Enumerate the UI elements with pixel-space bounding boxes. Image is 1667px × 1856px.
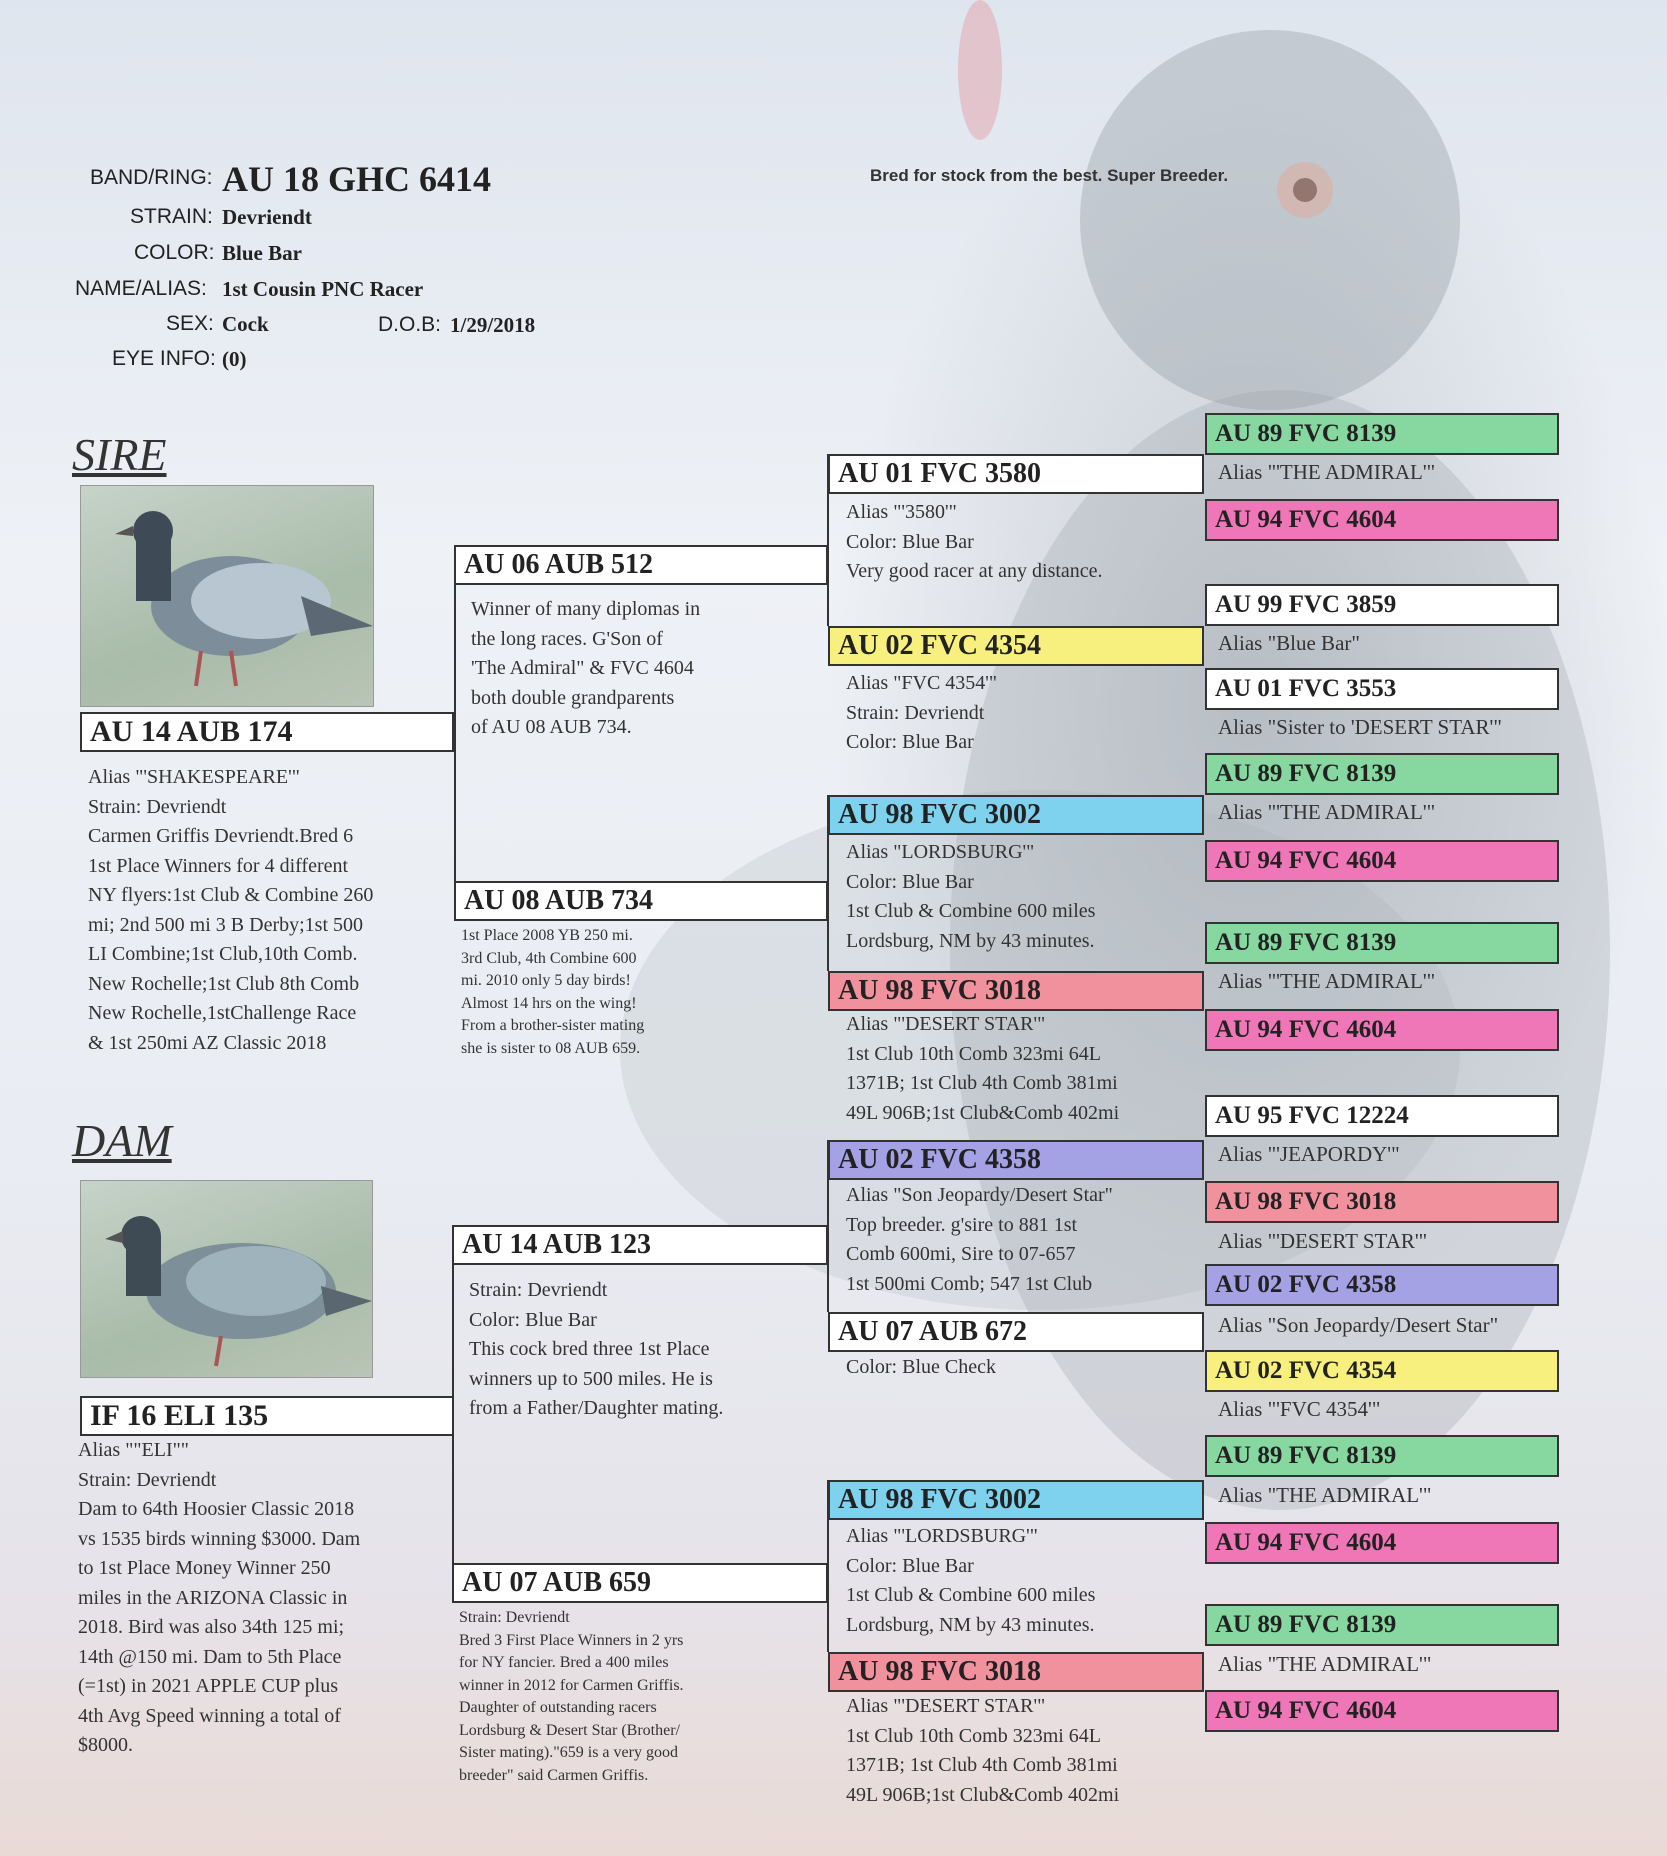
gen4-alias-12: Alias "'FVC 4354'" [1218,1397,1381,1421]
tagline: Bred for stock from the best. Super Breeder. [870,166,1229,185]
gen3-desc-2: Alias "FVC 4354'" Strain: Devriendt Color: Blue Bar [846,672,998,753]
gen3-box-7: AU 98 FVC 3002 [828,1480,1204,1520]
gen4-alias-5: Alias "'THE ADMIRAL'" [1218,800,1436,824]
dam-sire-band: AU 14 AUB 123 [452,1225,828,1265]
gen3-box-3: AU 98 FVC 3002 [828,795,1204,835]
gen4-box-11: AU 02 FVC 4358 [1205,1264,1559,1306]
gen3-desc-7: Alias "'LORDSBURG'" Color: Blue Bar 1st Club & Combine 600 miles Lordsburg, NM by 43 minutes. [846,1525,1096,1636]
gen4-alias-3: Alias "Blue Bar" [1218,631,1360,655]
gen3-box-8: AU 98 FVC 3018 [828,1652,1204,1692]
gen3-desc-3: Alias "LORDSBURG'" Color: Blue Bar 1st Club & Combine 600 miles Lordsburg, NM by 43 minutes. [846,841,1096,952]
sex-value: Cock [222,312,269,336]
dam-heading: DAM [72,1115,172,1166]
connector [452,1244,454,1580]
gen4-box-7: AU 89 FVC 8139 [1205,922,1559,964]
gen4-alias-15: Alias "THE ADMIRAL'" [1218,1652,1432,1676]
color-value: Blue Bar [222,241,302,265]
gen4-alias-13: Alias "THE ADMIRAL'" [1218,1483,1432,1507]
sire-dam-description: 1st Place 2008 YB 250 mi. 3rd Club, 4th Combine 600 mi. 2010 only 5 day birds! Almost 14 hrs on the wing! From a brother-sister mating she is sister to 08 AUB 659. [461,927,645,1057]
gen4-box-10: AU 98 FVC 3018 [1205,1181,1559,1223]
gen4-alias-10: Alias "'DESERT STAR'" [1218,1229,1428,1253]
gen4-box-12: AU 02 FVC 4354 [1205,1350,1559,1392]
sire-dam-band: AU 08 AUB 734 [454,881,828,921]
gen3-box-5: AU 02 FVC 4358 [828,1140,1204,1180]
sire-sire-band: AU 06 AUB 512 [454,545,828,585]
gen3-desc-1: Alias "'3580'" Color: Blue Bar Very good racer at any distance. [846,501,1103,582]
dam-dam-band: AU 07 AUB 659 [452,1563,828,1603]
gen4-box-16: AU 94 FVC 4604 [1205,1690,1559,1732]
gen4-box-13: AU 89 FVC 8139 [1205,1435,1559,1477]
sex-label: SEX: [166,312,214,335]
sire-sire-description: Winner of many diplomas in the long races. G'Son of 'The Admiral" & FVC 4604 both double grandparents of AU 08 AUB 734. [471,598,701,738]
dam-photo [80,1180,373,1378]
gen3-box-6: AU 07 AUB 672 [828,1312,1204,1352]
strain-label: STRAIN: [130,205,213,228]
gen4-alias-1: Alias "'THE ADMIRAL'" [1218,460,1436,484]
dob-label: D.O.B: [378,313,442,336]
gen4-alias-7: Alias "'THE ADMIRAL'" [1218,969,1436,993]
gen3-desc-8: Alias "'DESERT STAR'" 1st Club 10th Comb 323mi 64L 1371B; 1st Club 4th Comb 381mi 49L 906B;1st Club&Comb 402mi [846,1695,1120,1806]
sire-heading: SIRE [72,429,167,480]
pigeon-icon [81,486,373,706]
gen3-box-4: AU 98 FVC 3018 [828,971,1204,1011]
gen4-box-14: AU 94 FVC 4604 [1205,1522,1559,1564]
dam-sire-description: Strain: Devriendt Color: Blue Bar This cock bred three 1st Place winners up to 500 miles. He is from a Father/Daughter mating. [469,1279,724,1419]
gen4-box-3: AU 99 FVC 3859 [1205,584,1559,626]
name-alias-value: 1st Cousin PNC Racer [222,277,424,301]
color-label: COLOR: [134,241,215,264]
gen4-box-4: AU 01 FVC 3553 [1205,668,1559,710]
pigeon-icon [81,1181,372,1377]
gen3-desc-4: Alias "'DESERT STAR'" 1st Club 10th Comb 323mi 64L 1371B; 1st Club 4th Comb 381mi 49L 906B;1st Club&Comb 402mi [846,1013,1120,1124]
gen4-box-15: AU 89 FVC 8139 [1205,1604,1559,1646]
gen4-box-9: AU 95 FVC 12224 [1205,1095,1559,1137]
dam-band: IF 16 ELI 135 [80,1396,454,1436]
strain-value: Devriendt [222,205,312,229]
dam-dam-description: Strain: Devriendt Bred 3 First Place Winners in 2 yrs for NY fancier. Bred a 400 miles winner in 2012 for Carmen Griffis. Daughter of outstanding racers Lordsburg & Desert Star (Brother/ Sister mating)."659 is a very good breeder" said Carmen Griffis. [459,1609,684,1784]
gen3-desc-6: Color: Blue Check [846,1356,996,1378]
gen4-alias-9: Alias "'JEAPORDY'" [1218,1142,1400,1166]
gen3-box-1: AU 01 FVC 3580 [828,454,1204,494]
gen4-box-1: AU 89 FVC 8139 [1205,413,1559,455]
band-ring-value: AU 18 GHC 6414 [222,159,491,199]
sire-description: Alias "'SHAKESPEARE'" Strain: Devriendt Carmen Griffis Devriendt.Bred 6 1st Place Winners for 4 different NY flyers:1st Club & Combine 260 mi; 2nd 500 mi 3 B Derby;1st 500 LI Combine;1st Club,10th Comb. New Rochelle;1st Club 8th Comb New Rochelle,1stChallenge Race & 1st 250mi AZ Classic 2018 [88,766,374,1054]
gen3-desc-5: Alias "Son Jeopardy/Desert Star" Top breeder. g'sire to 881 1st Comb 600mi, Sire to 07-657 1st 500mi Comb; 547 1st Club [846,1184,1113,1295]
eye-info-value: (0) [222,347,247,371]
connector [454,545,456,901]
band-ring-label: BAND/RING: [90,166,213,189]
eye-info-label: EYE INFO: [112,347,216,370]
gen4-box-2: AU 94 FVC 4604 [1205,499,1559,541]
gen4-box-6: AU 94 FVC 4604 [1205,840,1559,882]
sire-band: AU 14 AUB 174 [80,712,454,752]
gen4-box-5: AU 89 FVC 8139 [1205,753,1559,795]
gen4-box-8: AU 94 FVC 4604 [1205,1009,1559,1051]
sire-photo [80,485,374,707]
name-alias-label: NAME/ALIAS: [75,277,207,300]
dob-value: 1/29/2018 [450,313,536,337]
gen3-box-2: AU 02 FVC 4354 [828,626,1204,666]
dam-description: Alias ""ELI"" Strain: Devriendt Dam to 64th Hoosier Classic 2018 vs 1535 birds winning $3000. Dam to 1st Place Money Winner 250 miles in the ARIZONA Classic in 2018. Bird was also 34th 125 mi; 14th @150 mi. Dam to 5th Place (=1st) in 2021 APPLE CUP plus 4th Avg Speed winning a total of $8000. [78,1439,361,1756]
gen4-alias-11: Alias "Son Jeopardy/Desert Star" [1218,1313,1499,1337]
gen4-alias-4: Alias "Sister to 'DESERT STAR'" [1218,715,1502,739]
